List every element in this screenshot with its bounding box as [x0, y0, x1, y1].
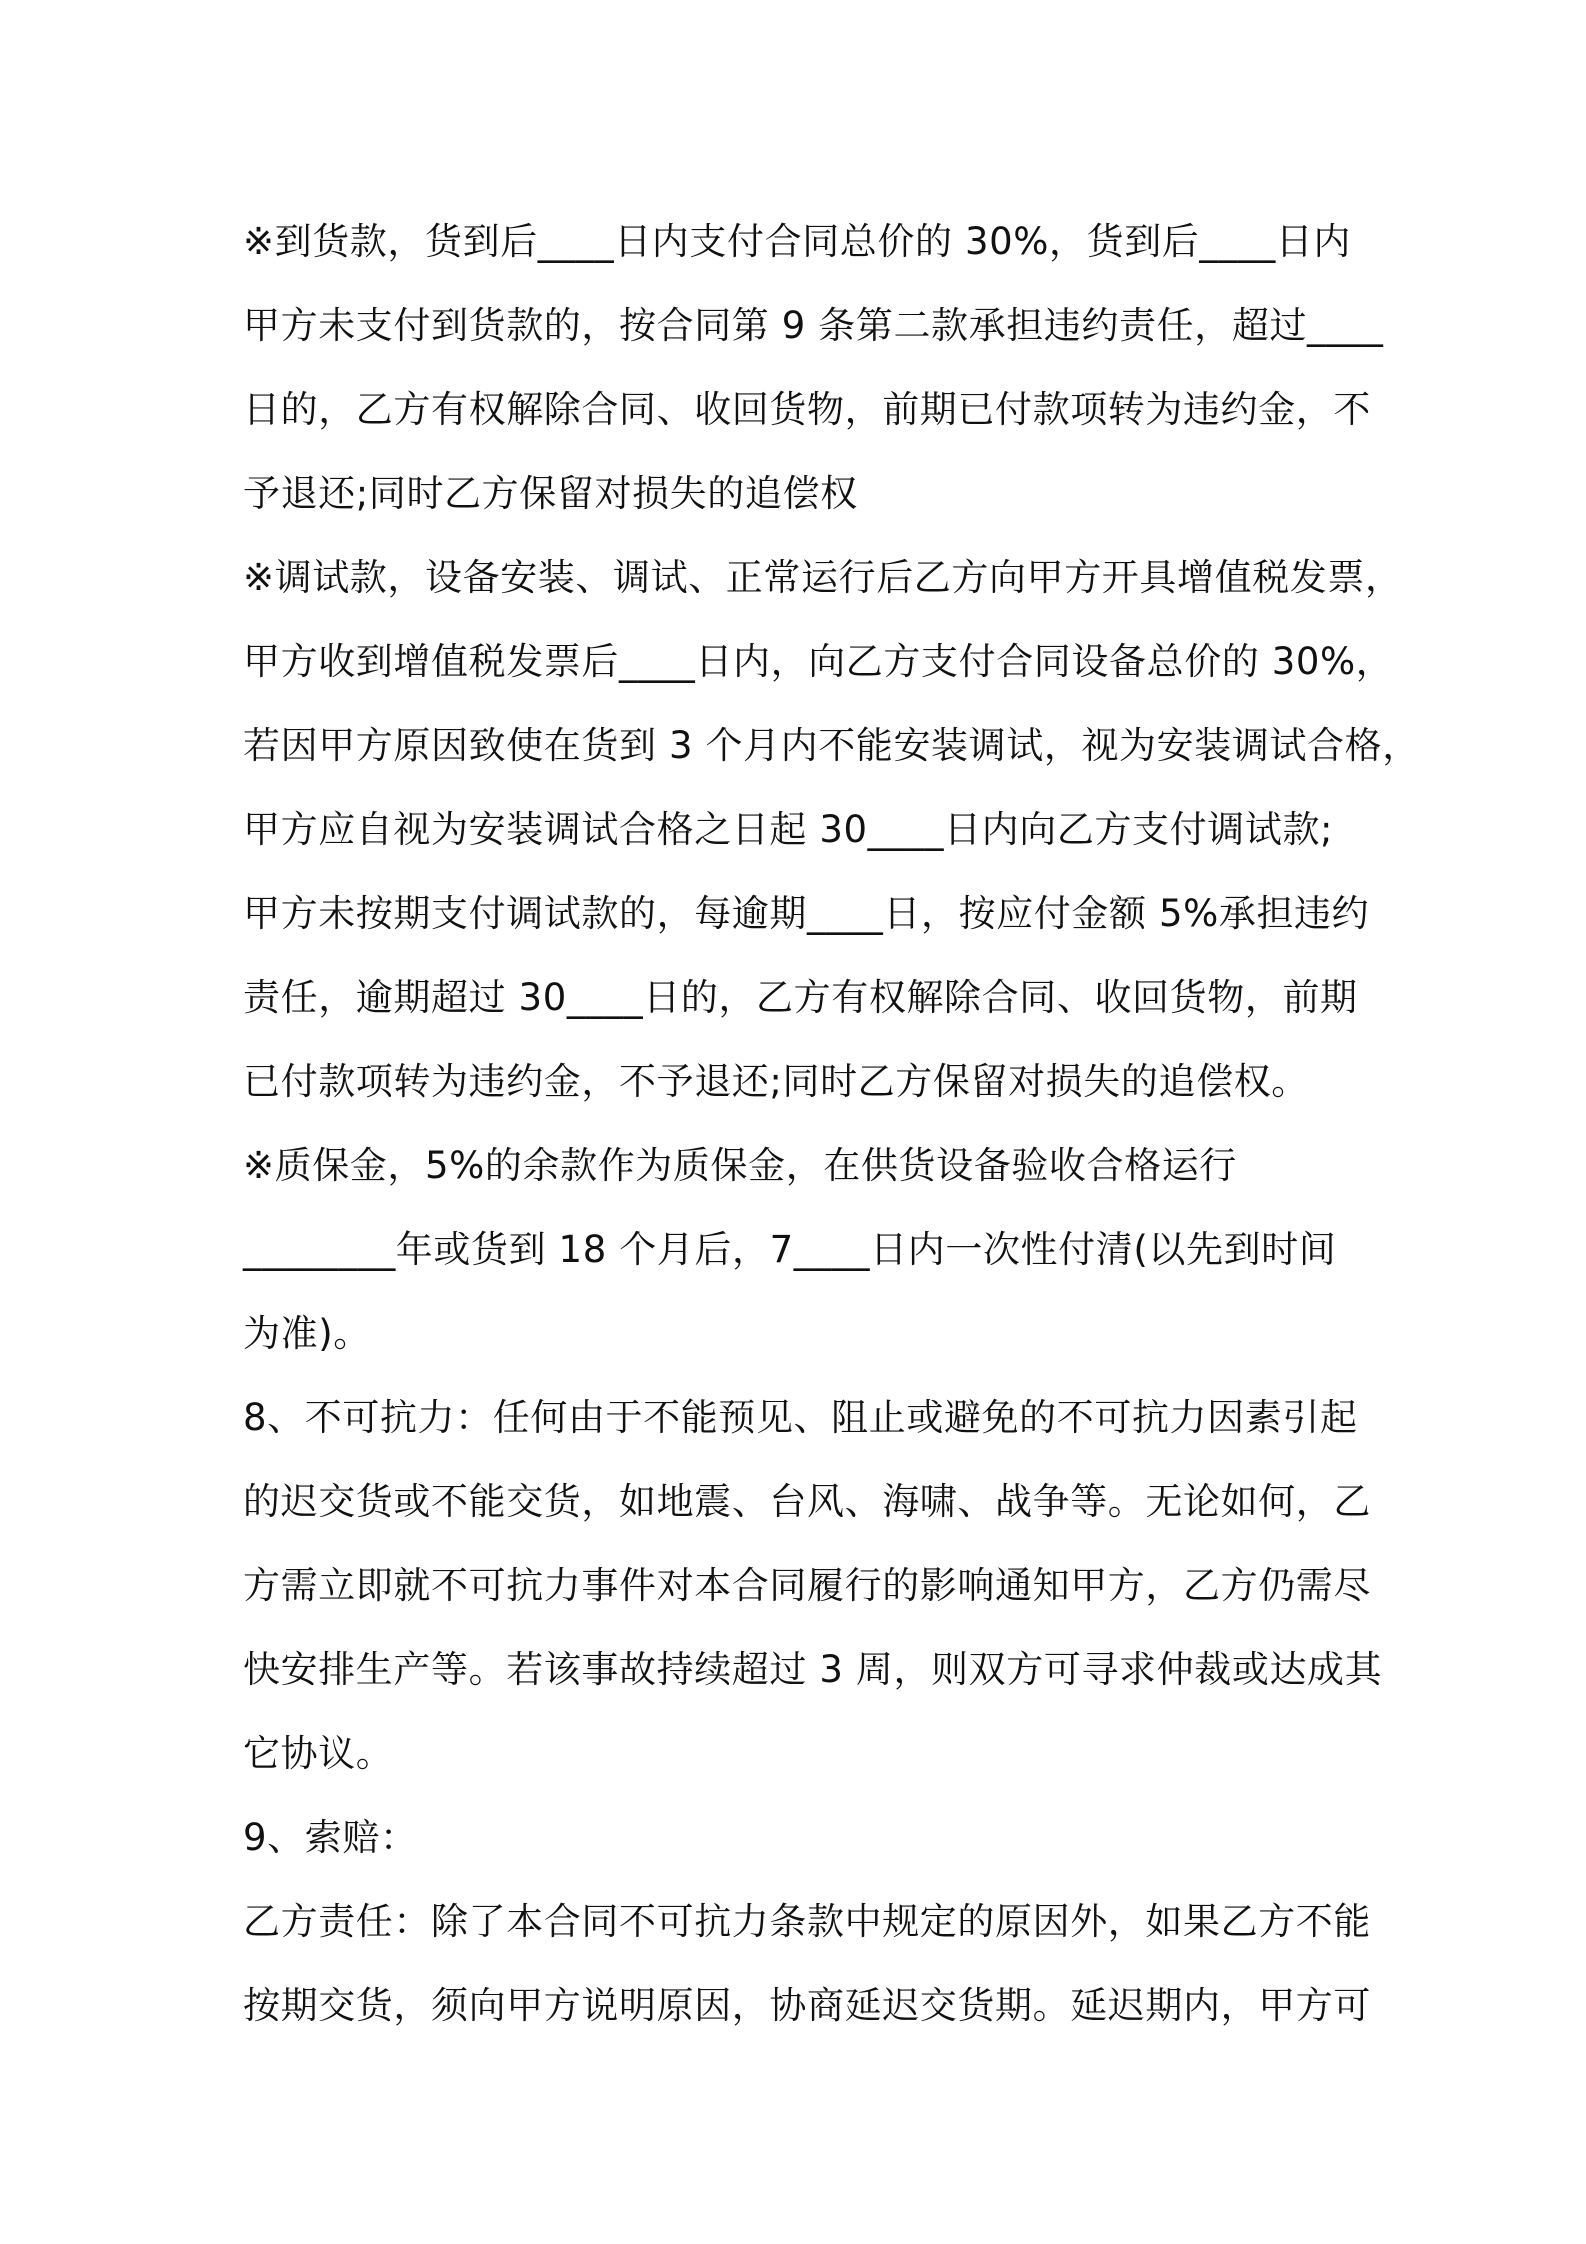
text-line: 日的，乙方有权解除合同、收回货物，前期已付款项转为违约金，不 [243, 388, 1371, 431]
text-line: 甲方未支付到货款的，按合同第 9 条第二款承担违约责任，超过____ [243, 304, 1384, 347]
text-line: 甲方应自视为安装调试合格之日起 30____日内向乙方支付调试款; [243, 808, 1334, 851]
text-line: 9、索赔： [243, 1816, 418, 1859]
text-line: 乙方责任：除了本合同不可抗力条款中规定的原因外，如果乙方不能 [243, 1900, 1371, 1943]
text-line: 责任，逾期超过 30____日的，乙方有权解除合同、收回货物，前期 [243, 976, 1358, 1019]
text-line: 按期交货，须向甲方说明原因，协商延迟交货期。延迟期内，甲方可 [243, 1984, 1371, 2027]
text-line: ※质保金，5%的余款作为质保金，在供货设备验收合格运行 [243, 1144, 1237, 1187]
text-line: 为准)。 [243, 1312, 371, 1355]
text-line: 的迟交货或不能交货，如地震、台风、海啸、战争等。无论如何，乙 [243, 1480, 1371, 1523]
text-line: 快安排生产等。若该事故持续超过 3 周，则双方可寻求仲裁或达成其 [243, 1648, 1383, 1691]
text-line: 它协议。 [243, 1732, 394, 1775]
text-line: 若因甲方原因致使在货到 3 个月内不能安装调试，视为安装调试合格， [243, 724, 1420, 767]
text-line: 已付款项转为违约金，不予退还;同时乙方保留对损失的追偿权。 [243, 1060, 1309, 1103]
text-line: ※到货款，货到后____日内支付合同总价的 30%，货到后____日内 [243, 220, 1351, 263]
text-line: ※调试款，设备安装、调试、正常运行后乙方向甲方开具增值税发票， [243, 556, 1403, 599]
text-line: 甲方未按期支付调试款的，每逾期____日，按应付金额 5%承担违约 [243, 892, 1370, 935]
text-line: 甲方收到增值税发票后____日内，向乙方支付合同设备总价的 30%， [243, 640, 1394, 683]
contract-text-block [243, 200, 1420, 2048]
text-line: 8、不可抗力：任何由于不能预见、阻止或避免的不可抗力因素引起 [243, 1396, 1358, 1439]
text-line: 予退还;同时乙方保留对损失的追偿权 [243, 472, 858, 515]
text-line: ________年或货到 18 个月后，7____日内一次性付清(以先到时间 [243, 1228, 1337, 1271]
text-line: 方需立即就不可抗力事件对本合同履行的影响通知甲方，乙方仍需尽 [243, 1564, 1371, 1607]
